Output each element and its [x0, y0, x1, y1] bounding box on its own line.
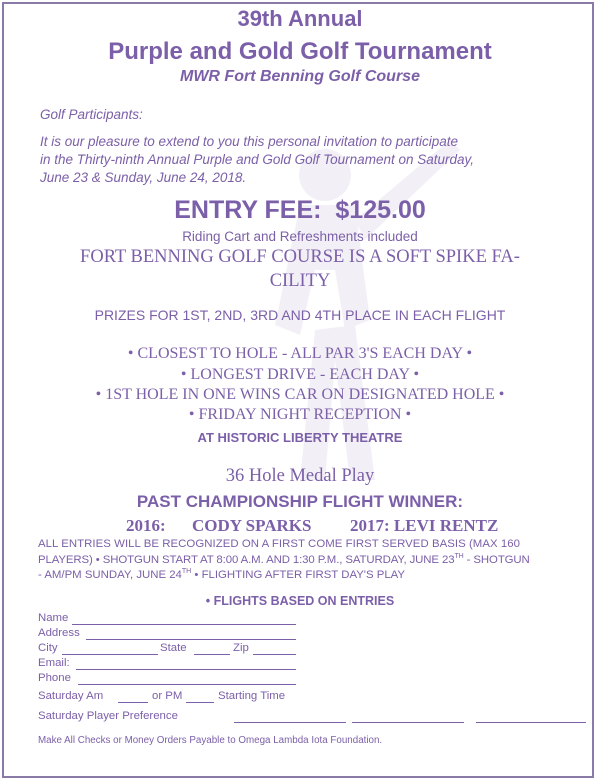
entries-line-2 [38, 553, 530, 566]
winner-2017: 2017: LEVI RENTZ [350, 516, 499, 535]
title-anniversary: 39th Annual [237, 6, 363, 31]
entries-line-3-sup: TH [181, 568, 192, 575]
phone-field[interactable] [78, 684, 296, 685]
email-field[interactable] [76, 669, 296, 670]
reception-location: AT HISTORIC LIBERTY THEATRE [197, 430, 403, 445]
entries-line-2-b: - SHOTGUN [463, 553, 530, 566]
zip-label: Zip [233, 642, 249, 654]
entries-line-3 [38, 568, 405, 581]
entries-line-3-b: • FLIGHTING AFTER FIRST DAY'S PLAY [191, 568, 406, 581]
state-field[interactable] [194, 654, 230, 655]
title-tournament: Purple and Gold Golf Tournament [108, 38, 492, 65]
name-label: Name [38, 612, 69, 624]
facility-line-2: CILITY [269, 271, 331, 291]
fee-includes: Riding Cart and Refreshments included [182, 229, 418, 244]
entries-line-2-sup: TH [454, 553, 464, 560]
name-field[interactable] [72, 624, 296, 625]
address-field[interactable] [86, 639, 296, 640]
payment-note: Make All Checks or Money Orders Payable to Omega Lambda Iota Foundation. [38, 735, 383, 746]
city-label: City [38, 642, 58, 654]
email-label: Email: [38, 657, 70, 669]
player-preference-field-3[interactable] [476, 722, 586, 723]
entries-line-2-a: PLAYERS) • SHOTGUN START AT 8:00 A.M. AND 1:30 P.M., SATURDAY, JUNE 23 [38, 553, 455, 566]
player-preference-field-1[interactable] [234, 722, 346, 723]
saturday-am-label: Saturday Am [38, 690, 104, 702]
entry-fee-label: ENTRY FEE: [174, 196, 322, 224]
zip-field[interactable] [253, 654, 296, 655]
bullet-hole-in-one: • 1ST HOLE IN ONE WINS CAR ON DESIGNATED HOLE • [95, 386, 505, 403]
winner-year-2016: 2016: [126, 516, 166, 535]
or-pm-label: or PM [152, 690, 183, 702]
state-label: State [160, 642, 187, 654]
phone-label: Phone [38, 672, 71, 684]
starting-time-label: Starting Time [218, 690, 286, 702]
flights-note: • FLIGHTS BASED ON ENTRIES [205, 594, 395, 608]
format: 36 Hole Medal Play [225, 466, 375, 486]
intro-line-3: June 23 & Sunday, June 24, 2018. [40, 170, 247, 185]
past-winner-heading: PAST CHAMPIONSHIP FLIGHT WINNER: [136, 492, 464, 511]
saturday-am-field[interactable] [118, 702, 148, 703]
address-label: Address [38, 627, 80, 639]
bullet-reception: • FRIDAY NIGHT RECEPTION • [188, 406, 412, 423]
player-preference-field-2[interactable] [352, 722, 464, 723]
intro-line-2: in the Thirty-ninth Annual Purple and Gold Golf Tournament on Saturday, [40, 152, 475, 167]
title-course: MWR Fort Benning Golf Course [180, 68, 420, 85]
greeting: Golf Participants: [40, 107, 143, 122]
facility-line-1: FORT BENNING GOLF COURSE IS A SOFT SPIKE FA- [80, 247, 520, 267]
saturday-pm-field[interactable] [186, 702, 214, 703]
intro-line-1: It is our pleasure to extend to you this personal invitation to participate [40, 134, 458, 149]
prizes: PRIZES FOR 1ST, 2ND, 3RD AND 4TH PLACE IN EACH FLIGHT [94, 307, 506, 323]
entry-fee [0, 196, 600, 225]
city-field[interactable] [62, 654, 158, 655]
bullet-longest-drive: • LONGEST DRIVE - EACH DAY • [180, 366, 420, 383]
entry-fee-amount: $125.00 [335, 196, 426, 224]
entries-line-1: ALL ENTRIES WILL BE RECOGNIZED ON A FIRST COME FIRST SERVED BASIS (MAX 160 [38, 538, 521, 550]
entries-line-3-a: - AM/PM SUNDAY, JUNE 24 [38, 568, 182, 581]
bullet-closest-to-hole: • CLOSEST TO HOLE - ALL PAR 3'S EACH DAY • [127, 345, 473, 362]
player-preference-label: Saturday Player Preference [38, 710, 178, 722]
winner-2016-name: CODY SPARKS [192, 516, 312, 535]
